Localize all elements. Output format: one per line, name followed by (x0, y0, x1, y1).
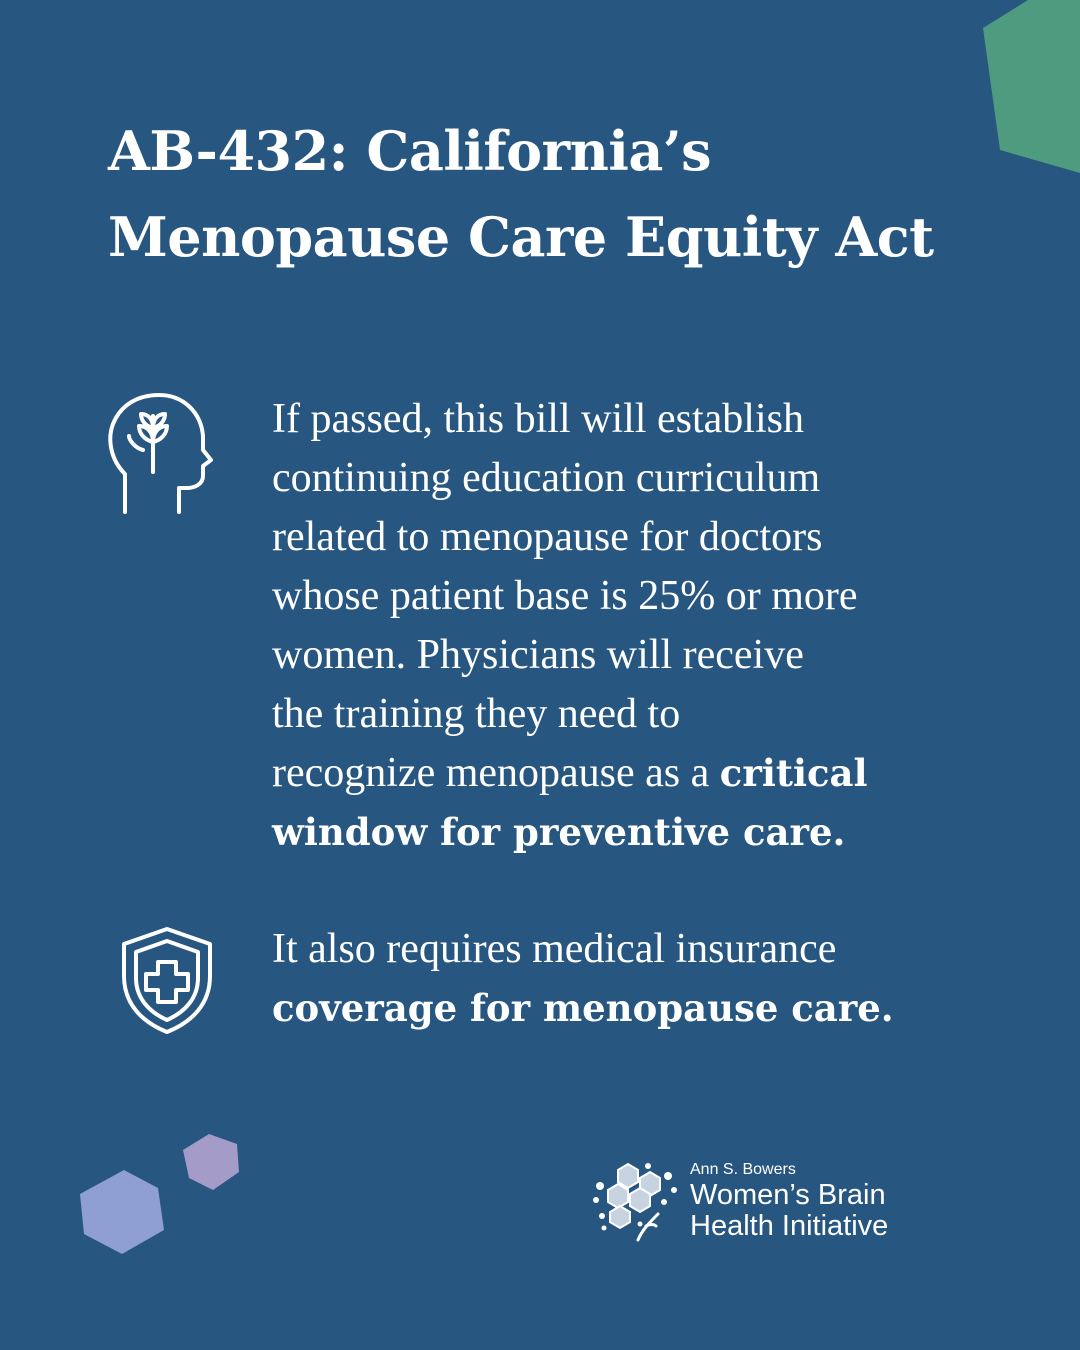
bold-line (272, 803, 1032, 862)
text-line: If passed, this bill will establish (272, 396, 804, 442)
logo-line-2: Health Initiative (690, 1210, 889, 1242)
text-line-with-bold (272, 744, 1032, 803)
insurance-coverage-text (272, 920, 1032, 1038)
text-line: recognize menopause as a (272, 750, 720, 796)
text-line: related to menopause for doctors (272, 514, 823, 560)
head-with-plant-icon (105, 392, 215, 518)
title-line-1: AB-432: California’s (108, 119, 712, 183)
page-title (108, 108, 1008, 280)
organization-logo-text (690, 1160, 888, 1242)
bold-highlight: coverage for menopause care. (272, 986, 894, 1030)
shield-medical-cross-icon (120, 926, 214, 1036)
bill-description (272, 390, 1032, 862)
bold-highlight: window for preventive care. (272, 810, 846, 854)
logo-small-line: Ann S. Bowers (690, 1161, 796, 1178)
text-line: women. Physicians will receive (272, 632, 804, 678)
decorative-purple-hexagon (182, 1132, 240, 1192)
brain-hexagon-logo-icon (590, 1160, 680, 1242)
text-line: the training they need to (272, 691, 681, 737)
text-line: whose patient base is 25% or more (272, 573, 858, 619)
logo-line-1: Women’s Brain (690, 1179, 886, 1211)
title-line-2: Menopause Care Equity Act (108, 205, 934, 269)
bold-line (272, 979, 1032, 1038)
text-line: It also requires medical insurance (272, 926, 837, 972)
bold-highlight: critical (719, 751, 868, 795)
decorative-lavender-hexagon (78, 1168, 166, 1256)
text-line: continuing education curriculum (272, 455, 821, 501)
